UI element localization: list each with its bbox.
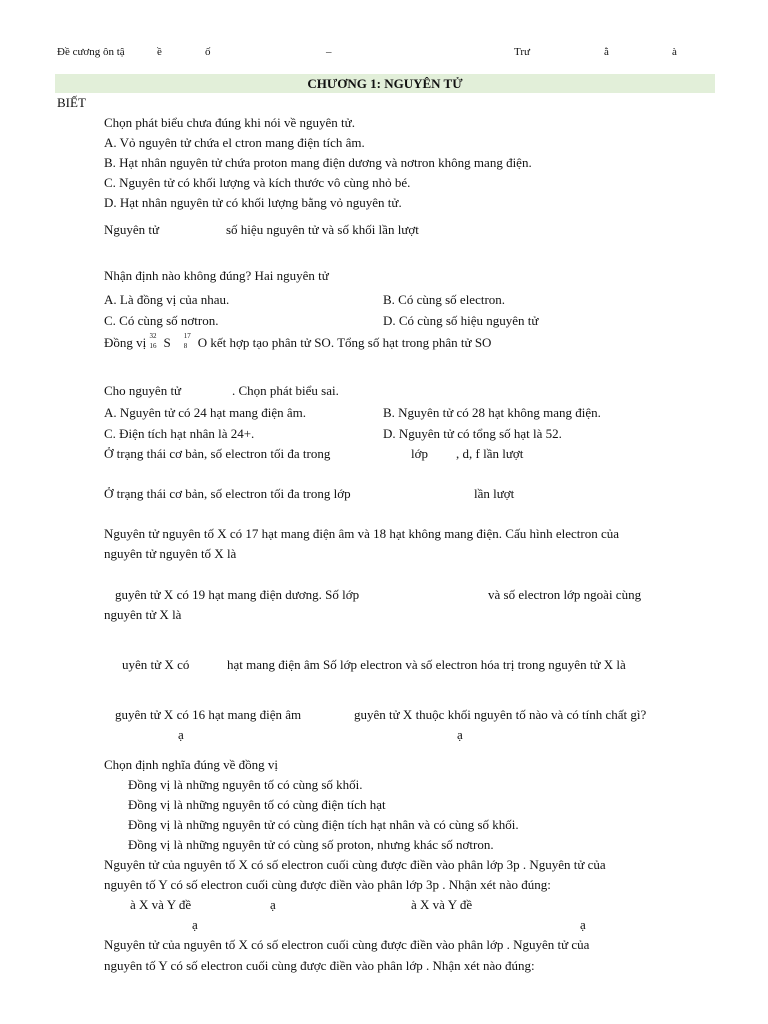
question-stem: số hiệu nguyên tử và số khối lần lượt xyxy=(226,222,419,237)
section-label: BIẾT xyxy=(57,95,86,110)
question-stem xyxy=(104,332,492,351)
answer-option: A. Nguyên tử có 24 hạt mang điện âm. xyxy=(104,405,307,420)
answer-option: D. Có cùng số hiệu nguyên tử xyxy=(383,313,539,328)
element-symbol: S xyxy=(163,335,171,350)
question-stem: guyên tử X có 19 hạt mang điện dương. Số lớp xyxy=(115,587,360,602)
question-stem: Nguyên tử của nguyên tố X có số electron cuối cùng được điền vào phân lớp 3p . Nguyên tử của xyxy=(104,857,606,872)
answer-option: B. Có cùng số electron. xyxy=(383,292,506,307)
atomic-number: 16 xyxy=(149,342,157,350)
answer-option: B. Nguyên tử có 28 hạt không mang điện. xyxy=(383,405,601,420)
sulfur-isotope xyxy=(149,332,164,350)
header-school: Trư xyxy=(514,46,530,58)
question-stem: hạt mang điện âm Số lớp electron và số electron hóa trị trong nguyên tử X là xyxy=(227,657,626,672)
header-doc-title: Đề cương ôn tậ xyxy=(57,46,125,58)
answer-option: C. Nguyên tử có khối lượng và kích thước vô cùng nhỏ bé. xyxy=(104,175,411,190)
question-stem: và số electron lớp ngoài cùng xyxy=(488,587,642,602)
answer-option: Đồng vị là những nguyên tố có cùng điện tích hạt xyxy=(128,797,386,812)
answer-option: C. Điện tích hạt nhân là 24+. xyxy=(104,426,255,441)
question-stem: nguyên tố Y có số electron cuối cùng được điền vào phân lớp . Nhận xét nào đúng: xyxy=(104,958,535,973)
chapter-title: CHƯƠNG 1: NGUYÊN TỬ xyxy=(307,76,463,91)
question-stem: Chọn định nghĩa đúng về đồng vị xyxy=(104,757,279,772)
question-stem: Nguyên tử của nguyên tố X có số electron cuối cùng được điền vào phân lớp . Nguyên tử của xyxy=(104,937,590,952)
answer-option: Đồng vị là những nguyên tử có cùng số proton, nhưng khác số nơtron. xyxy=(128,837,494,852)
answer-option: D. Hạt nhân nguyên tử có khối lượng bằng vỏ nguyên tử. xyxy=(104,195,402,210)
question-stem: uyên tử X có xyxy=(122,657,190,672)
question-stem: nguyên tử nguyên tố X là xyxy=(104,546,237,561)
header-fragment: ằ xyxy=(604,46,609,58)
question-stem: . Chọn phát biểu sai. xyxy=(232,383,339,398)
atomic-number: 8 xyxy=(183,342,188,350)
answer-fragment: ạ xyxy=(270,897,276,912)
answer-fragment: ạ xyxy=(457,727,463,742)
answer-option: Đồng vị là những nguyên tử có cùng điện tích hạt nhân và có cùng số khối. xyxy=(128,817,519,832)
element-symbol: O xyxy=(197,335,208,350)
answer-option: D. Nguyên tử có tổng số hạt là 52. xyxy=(383,426,562,441)
question-stem: nguyên tử X là xyxy=(104,607,182,622)
question-stem: lần lượt xyxy=(474,486,515,501)
answer-option: A. Vỏ nguyên tử chứa el ctron mang điện tích âm. xyxy=(104,135,365,150)
question-stem: Nguyên tử nguyên tố X có 17 hạt mang điện âm và 18 hạt không mang điện. Cấu hình electron của xyxy=(104,526,620,541)
answer-fragment: ạ xyxy=(192,917,198,932)
header-fragment: ố xyxy=(205,46,211,58)
header-fragment: ề xyxy=(157,46,162,58)
mass-number: 17 xyxy=(183,332,191,340)
question-text: . Tổng số hạt trong phân tử SO xyxy=(330,335,492,350)
header-fragment: à xyxy=(672,46,677,58)
question-text: Đồng vị xyxy=(104,335,147,350)
mass-number: 32 xyxy=(149,332,157,340)
header-dash: – xyxy=(326,46,332,58)
question-stem: guyên tử X thuộc khối nguyên tố nào và có tính chất gì? xyxy=(354,707,647,722)
answer-fragment: ạ xyxy=(580,917,586,932)
question-stem: nguyên tố Y có số electron cuối cùng được điền vào phân lớp 3p . Nhận xét nào đúng: xyxy=(104,877,551,892)
question-text: kết hợp tạo phân tử SO xyxy=(210,335,331,350)
question-stem: lớp xyxy=(411,446,428,461)
answer-fragment: à X và Y đề xyxy=(130,897,192,912)
question-stem: , d, f lần lượt xyxy=(456,446,524,461)
answer-option: C. Có cùng số nơtron. xyxy=(104,313,219,328)
answer-option: B. Hạt nhân nguyên tử chứa proton mang điện dương và nơtron không mang điện. xyxy=(104,155,532,170)
question-stem: Ở trạng thái cơ bản, số electron tối đa trong lớp xyxy=(104,486,351,501)
answer-fragment: à X và Y đề xyxy=(411,897,473,912)
question-stem: Ở trạng thái cơ bản, số electron tối đa trong xyxy=(104,446,331,461)
chapter-banner xyxy=(55,74,715,93)
question-stem: Chọn phát biểu chưa đúng khi nói về nguyên tử. xyxy=(104,115,355,130)
oxygen-isotope xyxy=(183,332,198,350)
question-stem: Nhận định nào không đúng? Hai nguyên tử xyxy=(104,268,329,283)
answer-option: Đồng vị là những nguyên tố có cùng số khối. xyxy=(128,777,363,792)
answer-option: A. Là đồng vị của nhau. xyxy=(104,292,230,307)
question-stem: guyên tử X có 16 hạt mang điện âm xyxy=(115,707,302,722)
question-stem: Nguyên tử xyxy=(104,222,160,237)
question-stem: Cho nguyên tử xyxy=(104,383,182,398)
answer-fragment: ạ xyxy=(178,727,184,742)
